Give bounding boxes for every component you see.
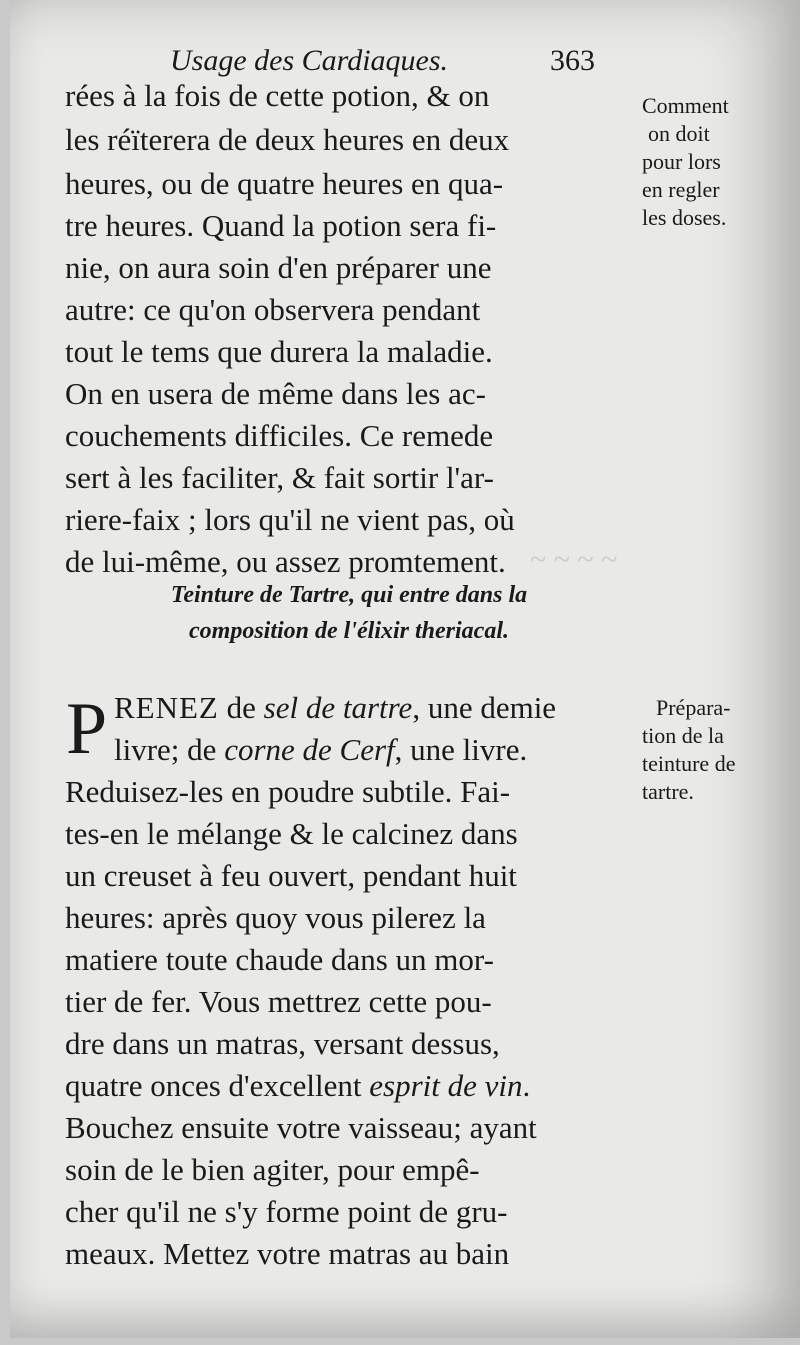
body-line: cher qu'il ne s'y forme point de gru-: [65, 1194, 508, 1229]
recipe-line-spirit: [65, 1068, 633, 1104]
body-line: tier de fer. Vous mettrez cette pou-: [65, 984, 492, 1019]
section-heading-line: Teinture de Tartre, qui entre dans la: [170, 582, 528, 608]
body-line: tre heures. Quand la potion sera fi-: [65, 208, 497, 243]
text-run: .: [522, 1068, 531, 1103]
text-run: de: [218, 690, 264, 725]
body-line: nie, on aura soin d'en préparer une: [65, 250, 492, 285]
body-line: heures: après quoy vous pilerez la: [65, 900, 486, 935]
body-line: couchements difficiles. Ce remede: [65, 418, 494, 453]
text-run: quatre onces d'excellent: [65, 1068, 370, 1103]
book-page: [10, 0, 800, 1338]
page-number: 363: [550, 44, 595, 77]
body-line: Reduisez-les en poudre subtile. Fai-: [65, 774, 511, 809]
body-line: meaux. Mettez votre matras au bain: [65, 1236, 510, 1271]
margin-note-line: teinture de: [642, 751, 736, 776]
text-run: , une demie: [412, 690, 557, 725]
body-line: heures, ou de quatre heures en qua-: [65, 166, 504, 201]
body-line: sert à les faciliter, & fait sortir l'ar-: [65, 460, 494, 495]
recipe-line-first: [114, 690, 630, 726]
body-line: riere-faix ; lors qu'il ne vient pas, où: [65, 502, 515, 537]
margin-note-line: on doit: [648, 121, 710, 146]
body-line: de lui-même, ou assez promtement.: [65, 544, 506, 579]
bleed-through-text: ~ ~ ~ ~: [530, 543, 618, 576]
ingredient-name: corne de Cerf: [224, 732, 395, 767]
body-line: autre: ce qu'on observera pendant: [65, 292, 481, 327]
body-line: dre dans un matras, versant dessus,: [65, 1026, 500, 1061]
margin-note-line: tion de la: [642, 723, 724, 748]
body-line: tout le tems que durera la maladie.: [65, 334, 493, 369]
margin-note-line: Comment: [642, 93, 729, 118]
section-heading-line: composition de l'élixir theriacal.: [189, 618, 509, 644]
opening-word: RENEZ: [114, 690, 219, 725]
body-line: Bouchez ensuite votre vaisseau; ayant: [65, 1110, 537, 1145]
margin-note-preparation: [642, 694, 800, 806]
margin-note-line: pour lors: [642, 149, 721, 174]
recipe-line-second: [114, 732, 630, 768]
body-line: soin de le bien agiter, pour empê-: [65, 1152, 480, 1187]
margin-note-line: les doses.: [642, 205, 727, 230]
body-line: les réïterera de deux heures en deux: [65, 122, 510, 157]
margin-note-line: tartre.: [642, 779, 694, 804]
ingredient-name: esprit de vin: [369, 1068, 523, 1103]
margin-note-line: Prépara-: [656, 695, 731, 720]
body-line: rées à la fois de cette potion, & on: [65, 78, 490, 113]
text-run: livre; de: [114, 732, 225, 767]
body-line: un creuset à feu ouvert, pendant huit: [65, 858, 517, 893]
margin-note-dosage: [642, 92, 800, 232]
body-line: On en usera de même dans les ac-: [65, 376, 486, 411]
body-line: matiere toute chaude dans un mor-: [65, 942, 494, 977]
running-title: Usage des Cardiaques.: [170, 44, 449, 77]
ingredient-name: sel de tartre: [263, 690, 413, 725]
margin-note-line: en regler: [642, 177, 720, 202]
text-run: , une livre.: [394, 732, 528, 767]
body-line: tes-en le mélange & le calcinez dans: [65, 816, 518, 851]
drop-cap: P: [66, 688, 108, 770]
